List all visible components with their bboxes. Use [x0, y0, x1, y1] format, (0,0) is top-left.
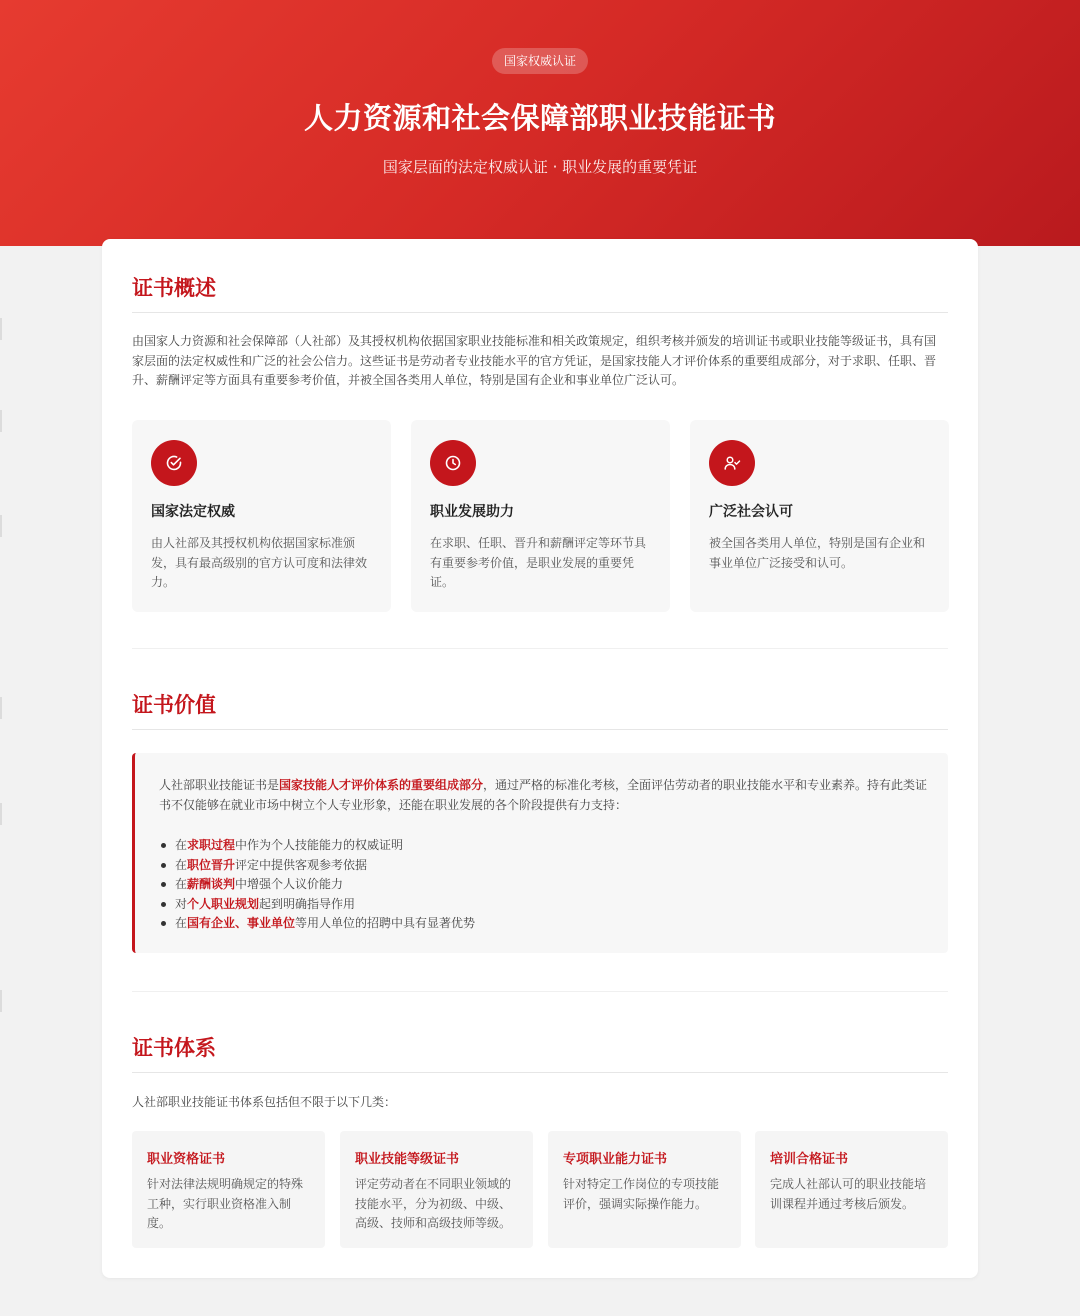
type-card-skill-level	[340, 1131, 533, 1248]
edge-mark	[0, 697, 2, 719]
content-card	[102, 239, 978, 1278]
clock-icon	[430, 440, 476, 486]
list-item: 在国有企业、事业单位等用人单位的招聘中具有显著优势	[159, 914, 475, 934]
value-list	[159, 836, 475, 934]
section-divider	[132, 312, 948, 313]
type-desc: 评定劳动者在不同职业领域的技能水平，分为初级、中级、高级、技师和高级技师等级。	[355, 1177, 512, 1230]
type-desc: 完成人社部认可的职业技能培训课程并通过考核后颁发。	[770, 1177, 927, 1211]
type-desc: 针对特定工作岗位的专项技能评价，强调实际操作能力。	[563, 1177, 720, 1211]
section-separator	[132, 991, 948, 992]
type-title: 职业资格证书	[147, 1152, 226, 1167]
user-check-icon	[709, 440, 755, 486]
section-separator	[132, 648, 948, 649]
feature-card-authority	[132, 420, 391, 612]
section-title-overview: 证书概述	[132, 276, 216, 300]
feature-title: 国家法定权威	[151, 504, 235, 520]
section-title-system: 证书体系	[132, 1036, 216, 1060]
list-item: 对个人职业规划起到明确指导作用	[159, 895, 475, 915]
hero-badge: 国家权威认证	[492, 48, 588, 74]
feature-desc: 在求职、任职、晋升和薪酬评定等环节具有重要参考价值，是职业发展的重要凭证。	[430, 536, 647, 589]
edge-mark	[0, 515, 2, 537]
page-title: 人力资源和社会保障部职业技能证书	[303, 101, 776, 135]
type-title: 专项职业能力证书	[563, 1152, 668, 1167]
hero-banner	[0, 0, 1080, 246]
feature-title: 职业发展助力	[430, 504, 514, 520]
highlight: 国家技能人才评价体系的重要组成部分	[279, 778, 484, 792]
type-card-qualification	[132, 1131, 325, 1248]
list-item: 在薪酬谈判中增强个人议价能力	[159, 875, 475, 895]
section-title-value: 证书价值	[132, 693, 216, 717]
type-card-training	[755, 1131, 948, 1248]
list-item: 在职位晋升评定中提供客观参考依据	[159, 856, 475, 876]
edge-mark	[0, 410, 2, 432]
edge-mark	[0, 803, 2, 825]
value-callout	[132, 753, 948, 953]
feature-desc: 被全国各类用人单位，特别是国有企业和事业单位广泛接受和认可。	[709, 536, 926, 570]
overview-paragraph: 由国家人力资源和社会保障部（人社部）及其授权机构依据国家职业技能标准和相关政策规定，组织考核并颁发的培训证书或职业技能等级证书，具有国家层面的法定权威性和广泛的社会公信力。这些证书是劳动者专业技能水平的官方凭证，是国家技能人才评价体系的重要组成部分，对于求职、任职、晋升、薪酬评定等方面具有重要参考价值，并被全国各类用人单位，特别是国有企业和事业单位广泛认可。	[132, 334, 937, 387]
feature-card-recognition	[690, 420, 949, 612]
feature-title: 广泛社会认可	[709, 504, 793, 520]
value-intro: 人社部职业技能证书是国家技能人才评价体系的重要组成部分，通过严格的标准化考核，全面评估劳动者的职业技能水平和专业素养。持有此类证书不仅能够在就业市场中树立个人专业形象，还能在职业发展的各个阶段提供有力支持：	[159, 778, 928, 812]
feature-desc: 由人社部及其授权机构依据国家标准颁发，具有最高级别的官方认可度和法律效力。	[151, 536, 368, 589]
type-card-special-ability	[548, 1131, 741, 1248]
type-title: 培训合格证书	[770, 1152, 849, 1167]
type-desc: 针对法律法规明确规定的特殊工种，实行职业资格准入制度。	[147, 1177, 304, 1230]
section-divider	[132, 1072, 948, 1073]
feature-card-career	[411, 420, 670, 612]
check-circle-icon	[151, 440, 197, 486]
system-intro: 人社部职业技能证书体系包括但不限于以下几类：	[132, 1095, 397, 1109]
list-item: 在求职过程中作为个人技能能力的权威证明	[159, 836, 475, 856]
edge-mark	[0, 990, 2, 1012]
edge-mark	[0, 318, 2, 340]
type-title: 职业技能等级证书	[355, 1152, 460, 1167]
section-divider	[132, 729, 948, 730]
page-subtitle: 国家层面的法定权威认证 · 职业发展的重要凭证	[382, 158, 698, 176]
